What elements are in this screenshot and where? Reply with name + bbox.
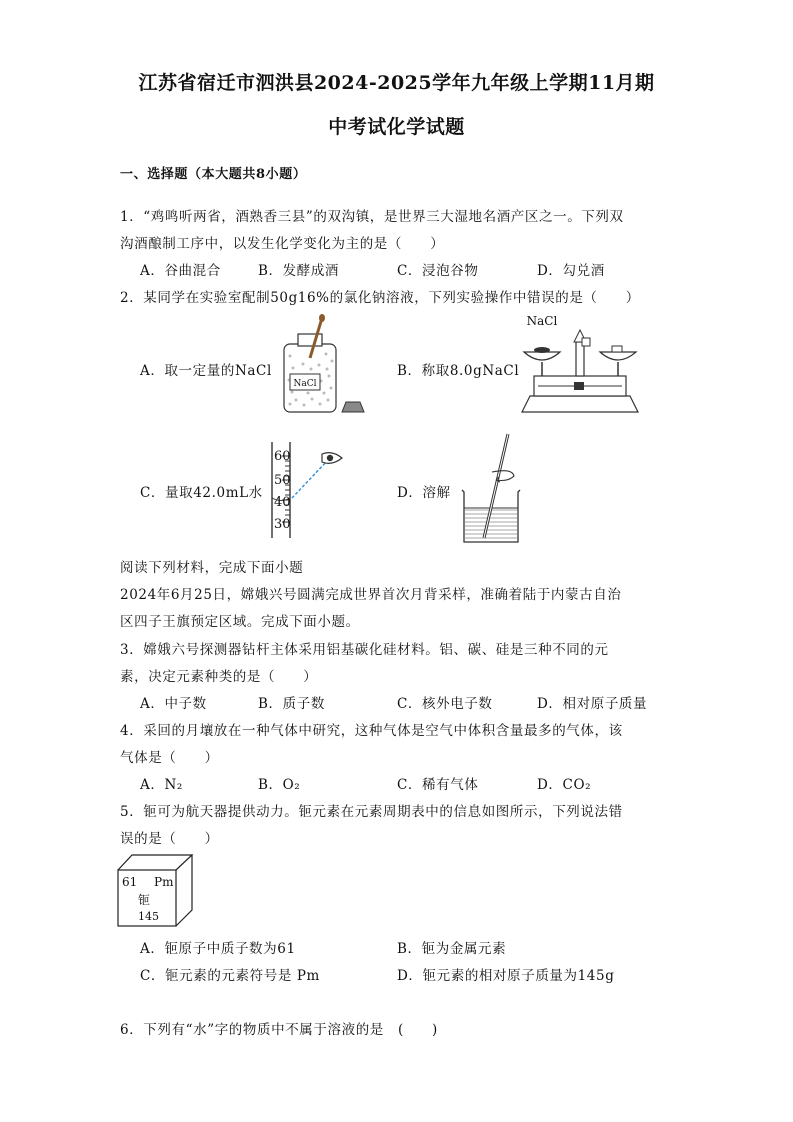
element-mass: 145 — [138, 910, 159, 923]
element-card-figure — [116, 852, 196, 932]
q1-stem-line2: 沟酒酿制工序中，以发生化学变化为主的是（ ） — [120, 236, 445, 252]
cylinder-tick-30: 30 — [274, 517, 291, 532]
page-title-line2: 中考试化学试题 — [328, 116, 465, 138]
reading-intro: 阅读下列材料，完成下面小题 — [120, 560, 304, 576]
reading-passage-line1: 2024年6月25日，嫦娥兴号圆满完成世界首次月背采样，准确着陆于内蒙古自治 — [120, 587, 622, 603]
q3-option-d: D．相对原子质量 — [537, 696, 648, 712]
element-atomic-number: 61 — [122, 875, 138, 889]
q5-option-b: B．钷为金属元素 — [397, 941, 507, 957]
q4-option-d: D．CO₂ — [537, 777, 592, 793]
balance-figure — [516, 312, 644, 422]
cylinder-tick-60: 60 — [274, 449, 291, 464]
reagent-bottle-figure — [276, 314, 368, 420]
q5-option-a: A．钷原子中质子数为61 — [140, 941, 296, 957]
q1-stem-line1: 1．“鸡鸣听两省，酒熟香三县”的双沟镇，是世界三大湿地名酒产区之一。下列双 — [120, 209, 624, 225]
q5-stem-line2: 误的是（ ） — [120, 831, 219, 847]
element-symbol: Pm — [154, 875, 174, 889]
q5-stem-line1: 5．钷可为航天器提供动力。钷元素在元素周期表中的信息如图所示，下列说法错 — [120, 804, 623, 820]
balance-label: NaCl — [526, 314, 558, 328]
q4-option-b: B．O₂ — [258, 777, 301, 793]
q1-option-d: D．勾兑酒 — [537, 263, 605, 279]
beaker-dissolving-figure — [456, 430, 528, 552]
q2-option-d: D．溶解 — [397, 485, 451, 501]
q4-stem-line1: 4．采回的月壤放在一种气体中研究，这种气体是空气中体积含量最多的气体，该 — [120, 723, 623, 739]
q1-option-a: A．谷曲混合 — [140, 263, 221, 279]
q1-option-b: B．发酵成酒 — [258, 263, 340, 279]
reading-passage-line2: 区四子王旗预定区域。完成下面小题。 — [120, 614, 360, 630]
section-heading: 一、选择题（本大题共8小题） — [120, 167, 307, 182]
graduated-cylinder-figure — [266, 440, 350, 544]
q3-stem-line1: 3．嫦娥六号探测器钻杆主体采用铝基碳化硅材料。铝、碳、硅是三种不同的元 — [120, 642, 609, 658]
q3-option-a: A．中子数 — [140, 696, 207, 712]
q1-option-c: C．浸泡谷物 — [397, 263, 479, 279]
q3-option-c: C．核外电子数 — [397, 696, 493, 712]
cylinder-tick-50: 50 — [274, 473, 291, 488]
bottle-label: NaCl — [293, 379, 317, 389]
page-title-line1: 江苏省宿迁市泗洪县2024-2025学年九年级上学期11月期 — [138, 72, 655, 94]
q3-stem-line2: 素，决定元素种类的是（ ） — [120, 669, 318, 685]
q4-option-c: C．稀有气体 — [397, 777, 479, 793]
q2-option-c: C．量取42.0mL水 — [140, 485, 263, 501]
q6-stem: 6．下列有“水”字的物质中不属于溶液的是 ( ) — [120, 1022, 438, 1038]
q5-option-c: C．钷元素的元素符号是 Pm — [140, 968, 320, 984]
q2-option-b: B．称取8.0gNaCl — [397, 363, 520, 379]
cylinder-tick-40: 40 — [274, 495, 291, 510]
q4-stem-line2: 气体是（ ） — [120, 750, 219, 766]
q5-option-d: D．钷元素的相对原子质量为145g — [397, 968, 615, 984]
q4-option-a: A．N₂ — [140, 777, 183, 793]
q2-option-a: A．取一定量的NaCl — [140, 363, 272, 379]
q3-option-b: B．质子数 — [258, 696, 325, 712]
element-name: 钷 — [138, 893, 151, 907]
q2-stem: 2．某同学在实验室配制50g16%的氯化钠溶液，下列实验操作中错误的是（ ） — [120, 290, 640, 306]
